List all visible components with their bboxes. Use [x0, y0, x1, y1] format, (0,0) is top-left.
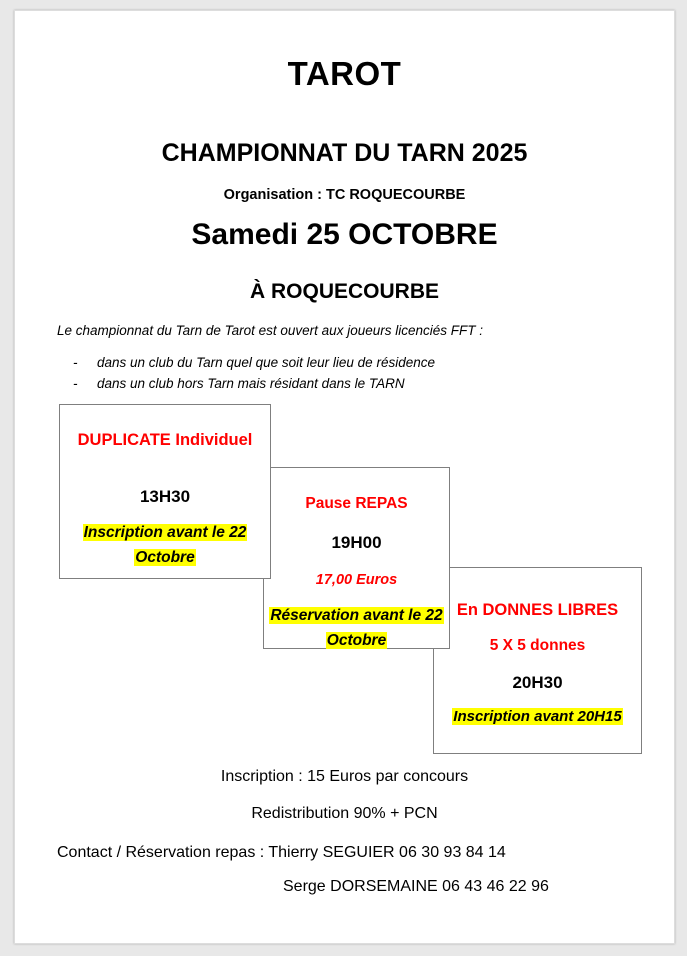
box-subtitle: 5 X 5 donnes	[489, 637, 586, 654]
box-note-highlight: Réservation avant le 22 Octobre	[270, 607, 443, 649]
list-item-label: dans un club du Tarn quel que soit leur lieu de résidence	[97, 355, 435, 370]
organisation-line: Organisation : TC ROQUECOURBE	[223, 187, 466, 203]
box-time: 20H30	[512, 673, 563, 692]
footer-contact-primary: Contact / Réservation repas : Thierry SEGUIER 06 30 93 84 14	[57, 844, 506, 861]
document-sheet	[14, 10, 675, 944]
box-title: En DONNES LIBRES	[456, 601, 619, 619]
list-item-label: dans un club hors Tarn mais résidant dans le TARN	[97, 376, 405, 391]
box-note	[264, 603, 449, 653]
box-note-highlight: Inscription avant 20H15	[453, 708, 622, 725]
footer-redistribution: Redistribution 90% + PCN	[251, 805, 438, 822]
footer-inscription: Inscription : 15 Euros par concours	[220, 768, 469, 785]
championship-heading: CHAMPIONNAT DU TARN 2025	[161, 139, 528, 167]
box-title: Pause REPAS	[305, 495, 408, 512]
box-price: 17,00 Euros	[315, 572, 398, 588]
box-title: DUPLICATE Individuel	[77, 431, 253, 449]
event-box-free-deals	[433, 567, 642, 754]
event-box-meal	[263, 467, 450, 649]
footer-contact-secondary: Serge DORSEMAINE 06 43 46 22 96	[283, 878, 549, 895]
box-time: 13H30	[139, 487, 191, 506]
page-title: TAROT	[287, 55, 402, 92]
box-note-highlight: Inscription avant le 22 Octobre	[83, 524, 247, 566]
list-item	[73, 373, 435, 394]
bullet-dash: -	[73, 376, 78, 391]
event-date: Samedi 25 OCTOBRE	[191, 218, 498, 251]
bullet-dash: -	[73, 355, 78, 370]
intro-text: Le championnat du Tarn de Tarot est ouvert aux joueurs licenciés FFT :	[57, 323, 483, 338]
box-time: 19H00	[331, 533, 382, 552]
box-note	[60, 520, 270, 570]
event-place: À ROQUECOURBE	[249, 280, 439, 303]
event-box-duplicate	[59, 404, 271, 579]
eligibility-list	[73, 352, 435, 394]
list-item	[73, 352, 435, 373]
box-note	[434, 708, 641, 725]
footer-block	[15, 768, 674, 896]
